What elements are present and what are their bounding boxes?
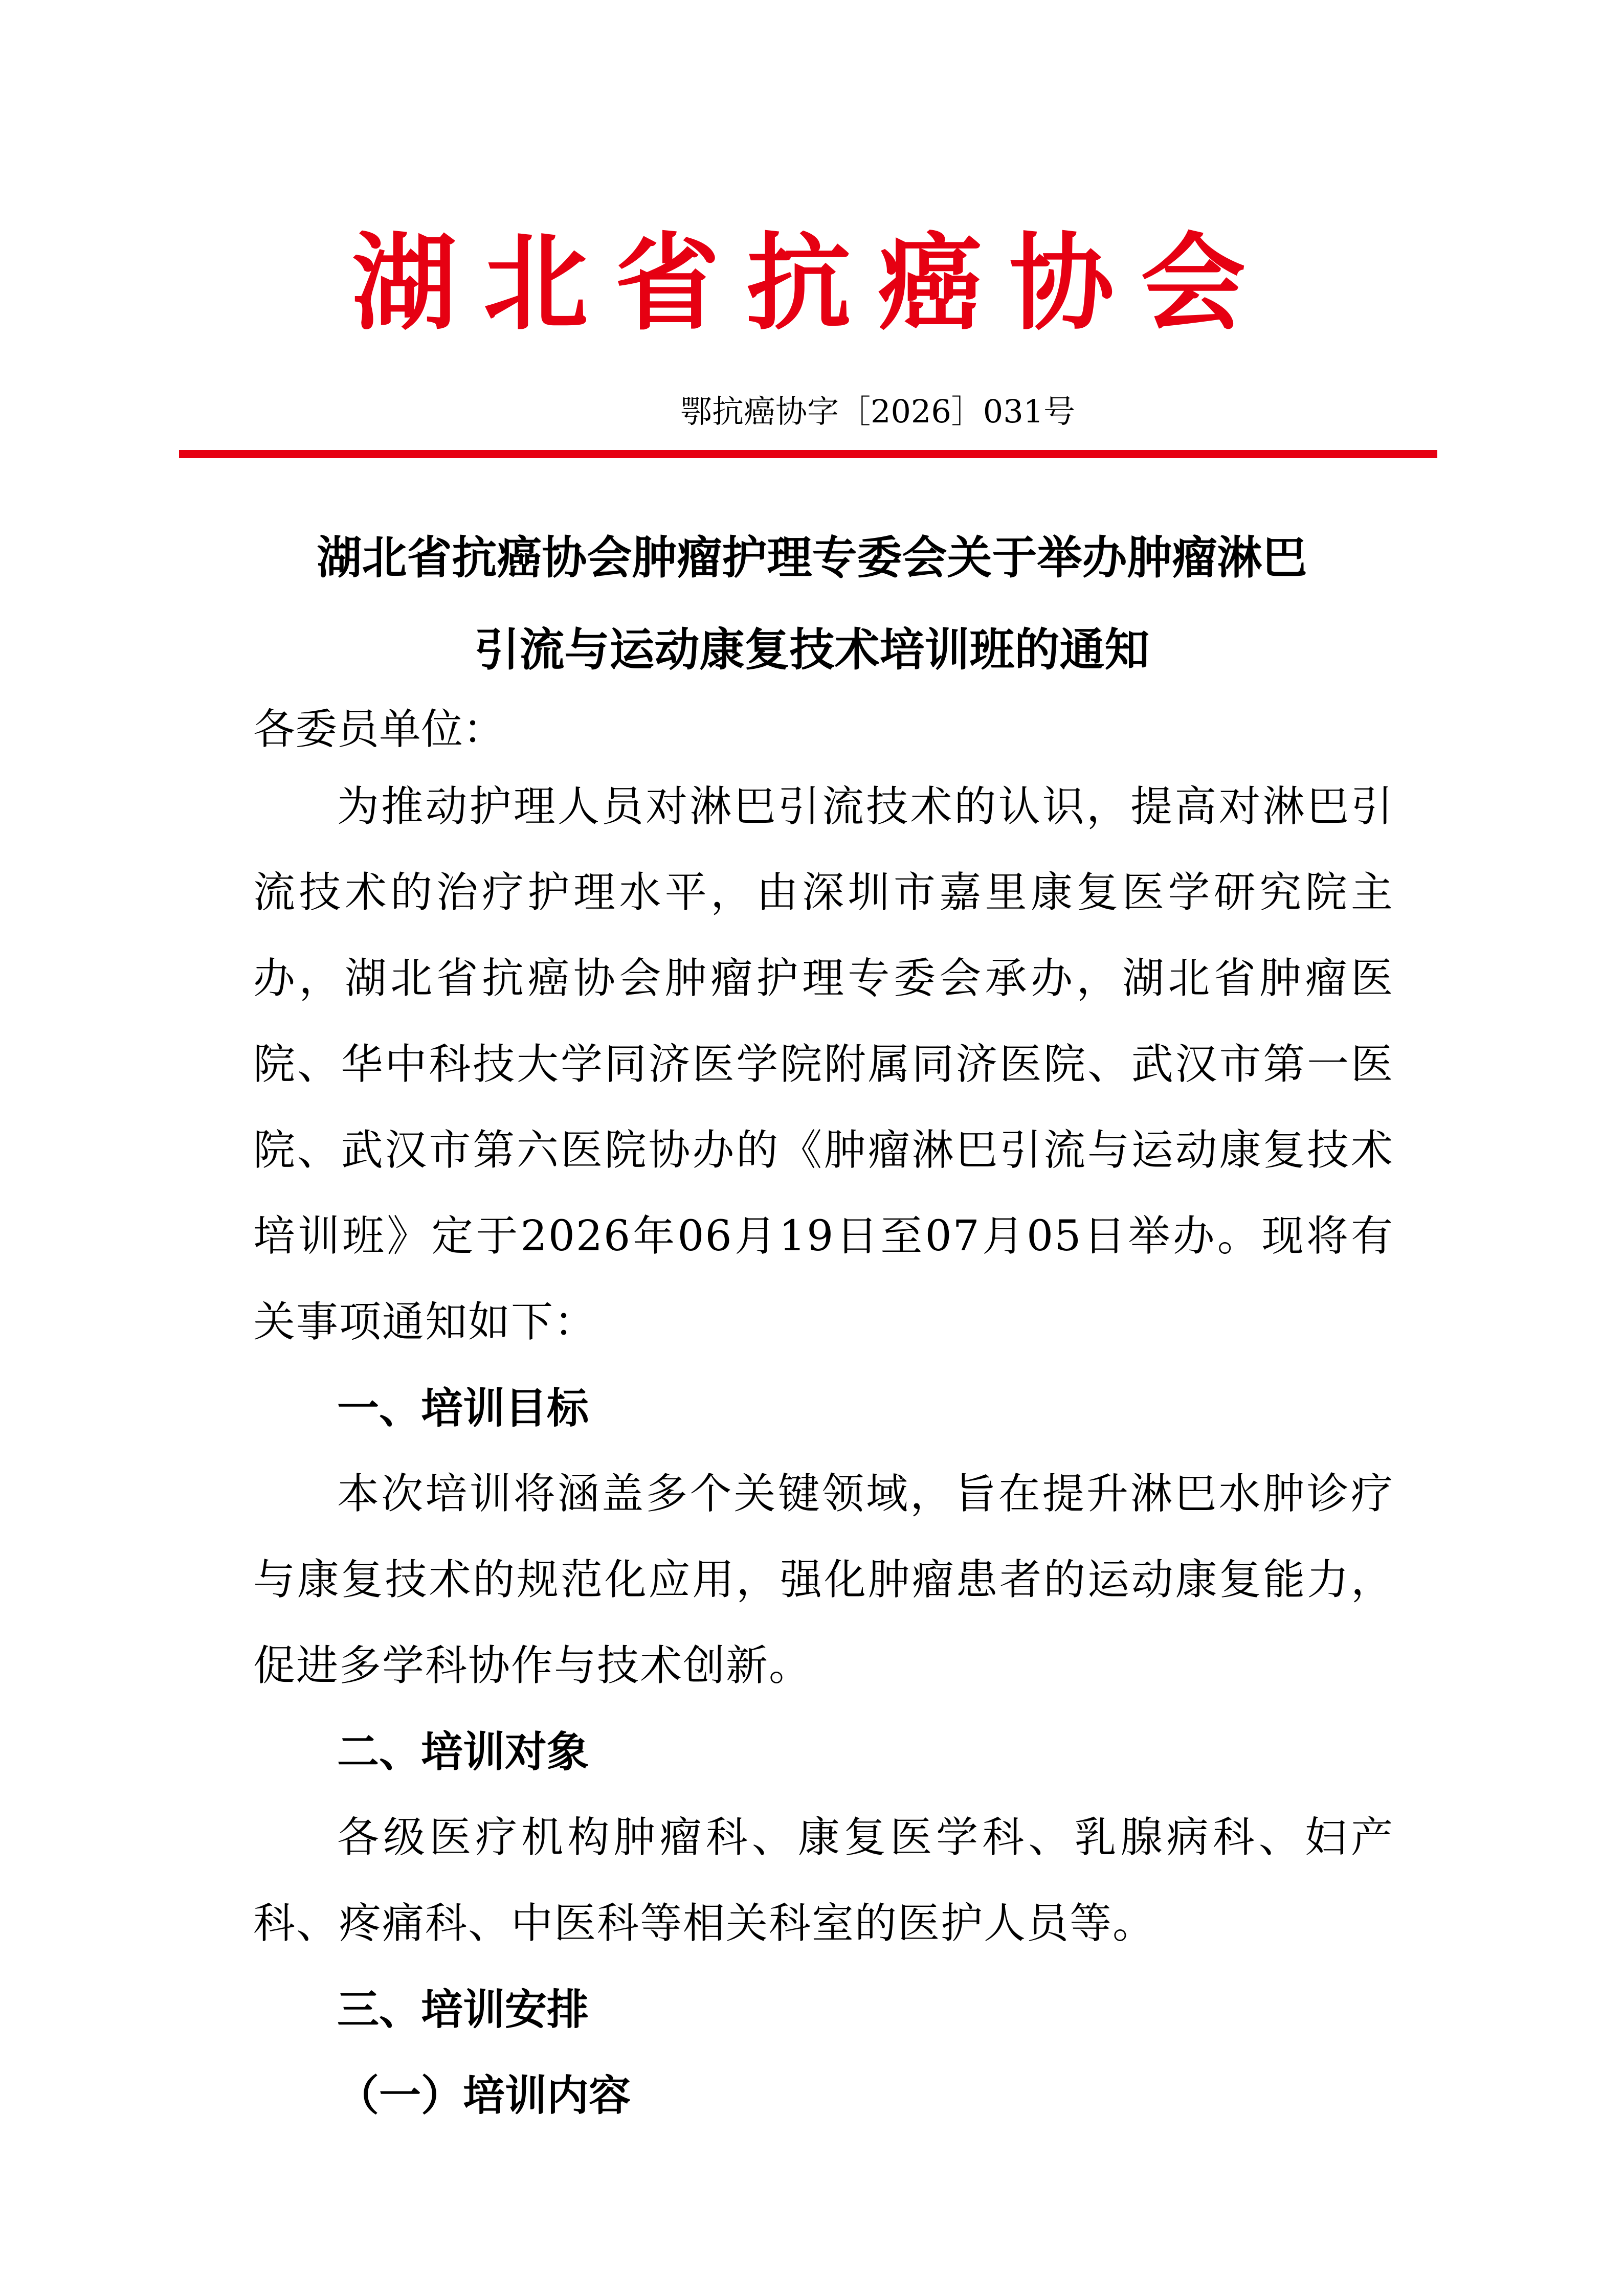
salutation: 各委员单位： bbox=[253, 705, 505, 754]
document-number: 鄂抗癌协字［2026］031号 bbox=[680, 393, 1076, 430]
title-line-2: 引流与运动康复技术培训班的通知 bbox=[474, 623, 1150, 676]
section-heading-goals: 一、培训目标 bbox=[337, 1384, 589, 1433]
section-heading-audience: 二、培训对象 bbox=[337, 1727, 589, 1776]
section-heading-schedule: 三、培训安排 bbox=[337, 1985, 589, 2034]
red-divider bbox=[179, 450, 1437, 458]
section-text-audience: 各级医疗机构肿瘤科、康复医学科、乳腺病科、妇产科、疼痛科、中医科等相关科室的医护人员等。 bbox=[253, 1813, 1394, 1948]
intro-paragraph: 为推动护理人员对淋巴引流技术的认识，提高对淋巴引流技术的治疗护理水平，由深圳市嘉里康复医学研究院主办，湖北省抗癌协会肿瘤护理专委会承办，湖北省肿瘤医院、华中科技大学同济医学院附属同济医院、武汉市第一医院、武汉市第六医院协办的《肿瘤淋巴引流与运动康复技术培训班》定于2026年06月19日至07月05日举办。现将有关事项通知如下： bbox=[253, 782, 1394, 1346]
section-text-goals: 本次培训将涵盖多个关键领域，旨在提升淋巴水肿诊疗与康复技术的规范化应用，强化肿瘤患者的运动康复能力，促进多学科协作与技术创新。 bbox=[253, 1470, 1394, 1690]
document-body bbox=[253, 701, 1394, 2139]
subsection-heading-content: （一）培训内容 bbox=[337, 2071, 631, 2120]
organization-header: 湖北省抗癌协会 bbox=[352, 223, 1272, 345]
title-line-1: 湖北省抗癌协会肿瘤护理专委会关于举办肿瘤淋巴 bbox=[317, 531, 1307, 584]
document-title bbox=[246, 511, 1378, 695]
